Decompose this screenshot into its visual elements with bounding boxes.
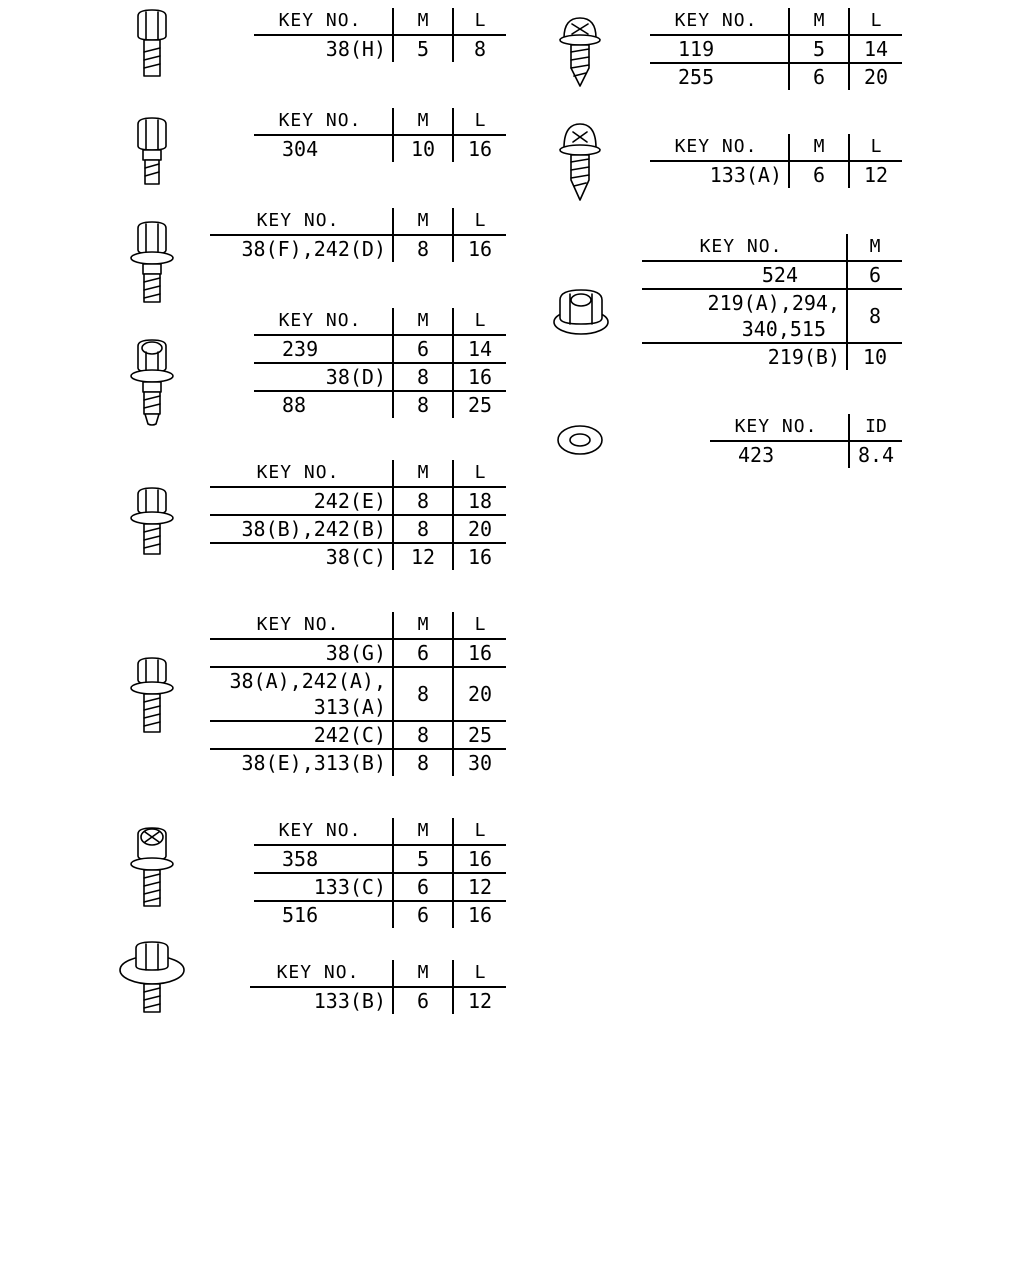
- m-cell: 8: [393, 363, 453, 391]
- col-key-no: KEY NO.: [210, 460, 393, 487]
- key-no-cell: 88: [282, 393, 307, 417]
- m-cell: 10: [847, 343, 902, 370]
- l-cell: 12: [453, 987, 506, 1014]
- col-l: L: [453, 8, 506, 35]
- flange-nut-icon: [552, 286, 610, 338]
- m-cell: 8: [393, 721, 453, 749]
- m-cell: 8: [847, 289, 902, 343]
- col-m: M: [393, 818, 453, 845]
- table-row: [642, 289, 902, 343]
- m-cell: 6: [393, 335, 453, 363]
- spec-table-11: [642, 234, 902, 370]
- table-row: [650, 35, 902, 63]
- key-no-line-1: 38(A),242(A),: [229, 669, 386, 693]
- table-row: [210, 235, 506, 262]
- spec-table-7: [254, 818, 506, 928]
- col-key-no: KEY NO.: [650, 8, 789, 35]
- spec-table-1: [254, 8, 506, 62]
- spec-table-4: [254, 308, 506, 418]
- table-row: [254, 35, 506, 62]
- m-cell: 6: [789, 161, 849, 188]
- id-cell: 8.4: [849, 441, 902, 468]
- spec-table-9: [650, 8, 902, 90]
- col-key-no: KEY NO.: [210, 208, 393, 235]
- table-row: [710, 441, 902, 468]
- m-cell: 8: [393, 667, 453, 721]
- key-no-cell: 524: [642, 261, 847, 289]
- key-no-cell: 255: [678, 65, 715, 89]
- table-row: [254, 845, 506, 873]
- key-no-cell: 423: [738, 443, 775, 467]
- l-cell: 25: [453, 721, 506, 749]
- spec-table-3: [210, 208, 506, 262]
- m-cell: 6: [393, 873, 453, 901]
- l-cell: 12: [453, 873, 506, 901]
- col-l: L: [453, 612, 506, 639]
- l-cell: 16: [453, 639, 506, 667]
- col-key-no: KEY NO.: [250, 960, 393, 987]
- table-row: [650, 63, 902, 90]
- col-m: M: [393, 108, 453, 135]
- table-row: [254, 135, 506, 162]
- key-no-cell: [642, 289, 847, 343]
- col-m: M: [393, 8, 453, 35]
- col-l: L: [453, 208, 506, 235]
- key-no-cell: 242(E): [210, 487, 393, 515]
- key-no-cell: 38(D): [254, 363, 393, 391]
- table-row: [210, 721, 506, 749]
- key-no-cell: 242(C): [210, 721, 393, 749]
- m-cell: 8: [393, 391, 453, 418]
- key-no-line-2: 313(A): [313, 695, 386, 719]
- col-key-no: KEY NO.: [254, 108, 393, 135]
- key-no-cell: 38(G): [210, 639, 393, 667]
- m-cell: 6: [393, 987, 453, 1014]
- l-cell: 18: [453, 487, 506, 515]
- table-row: [254, 335, 506, 363]
- m-cell: 5: [789, 35, 849, 63]
- col-key-no: KEY NO.: [650, 134, 789, 161]
- m-cell: 10: [393, 135, 453, 162]
- table-row: [250, 987, 506, 1014]
- col-m: M: [393, 460, 453, 487]
- col-key-no: KEY NO.: [254, 818, 393, 845]
- key-no-line-1: 219(A),294,: [707, 291, 840, 315]
- l-cell: 8: [453, 35, 506, 62]
- m-cell: 6: [393, 639, 453, 667]
- key-no-cell: 304: [282, 137, 319, 161]
- table-row: [210, 667, 506, 721]
- spec-table-10: [650, 134, 902, 188]
- l-cell: 20: [453, 515, 506, 543]
- key-no-cell: 219(B): [767, 345, 840, 369]
- flange-bolt-icon: [128, 220, 176, 306]
- l-cell: 14: [849, 35, 902, 63]
- m-cell: 8: [393, 235, 453, 262]
- table-row: [210, 487, 506, 515]
- col-key-no: KEY NO.: [642, 234, 847, 261]
- table-row: [642, 343, 902, 370]
- key-no-cell: [210, 667, 393, 721]
- col-key-no: KEY NO.: [210, 612, 393, 639]
- l-cell: 16: [453, 543, 506, 570]
- key-no-cell: 38(C): [325, 545, 386, 569]
- washer-bolt-icon: [118, 940, 186, 1016]
- col-m: M: [393, 960, 453, 987]
- spec-table-8: [250, 960, 506, 1014]
- m-cell: 5: [393, 845, 453, 873]
- key-no-cell: 119: [650, 35, 789, 63]
- l-cell: 25: [453, 391, 506, 418]
- col-key-no: KEY NO.: [254, 8, 393, 35]
- l-cell: 16: [453, 901, 506, 928]
- socket-flange-bolt-icon: [128, 338, 176, 428]
- key-no-cell: 38(B),242(B): [210, 515, 393, 543]
- l-cell: 12: [849, 161, 902, 188]
- table-row: [210, 749, 506, 776]
- table-row: [254, 901, 506, 928]
- spec-table-2: [254, 108, 506, 162]
- key-no-cell: 38(H): [325, 37, 386, 61]
- table-row: [210, 639, 506, 667]
- col-l: L: [453, 818, 506, 845]
- col-id: ID: [849, 414, 902, 441]
- cross-head-bolt-icon: [128, 826, 176, 910]
- table-row: [254, 391, 506, 418]
- table-row: [650, 161, 902, 188]
- m-cell: 6: [393, 901, 453, 928]
- flange-bolt-medium-icon: [128, 486, 176, 558]
- l-cell: 16: [453, 363, 506, 391]
- spec-table-6: [210, 612, 506, 776]
- l-cell: 14: [453, 335, 506, 363]
- l-cell: 16: [453, 235, 506, 262]
- washer-icon: [556, 422, 604, 458]
- key-no-cell: 516: [282, 903, 319, 927]
- key-no-cell: 239: [254, 335, 393, 363]
- col-key-no: KEY NO.: [710, 414, 849, 441]
- col-l: L: [453, 108, 506, 135]
- col-l: L: [453, 960, 506, 987]
- spec-table-12: [710, 414, 902, 468]
- m-cell: 8: [393, 749, 453, 776]
- flange-bolt-long-icon: [128, 656, 176, 736]
- m-cell: 12: [393, 543, 453, 570]
- m-cell: 6: [847, 261, 902, 289]
- col-l: L: [453, 308, 506, 335]
- table-row: [254, 873, 506, 901]
- col-m: M: [393, 208, 453, 235]
- tapping-screw-icon: [558, 16, 602, 88]
- key-no-cell: 358: [254, 845, 393, 873]
- table-row: [642, 261, 902, 289]
- col-m: M: [393, 612, 453, 639]
- col-m: M: [789, 134, 849, 161]
- l-cell: 20: [849, 63, 902, 90]
- m-cell: 8: [393, 515, 453, 543]
- col-m: M: [847, 234, 902, 261]
- pan-tapping-screw-icon: [558, 122, 602, 202]
- col-key-no: KEY NO.: [254, 308, 393, 335]
- l-cell: 16: [453, 845, 506, 873]
- hex-bolt-icon: [132, 8, 172, 80]
- col-l: L: [453, 460, 506, 487]
- spec-table-5: [210, 460, 506, 570]
- l-cell: 16: [453, 135, 506, 162]
- l-cell: 20: [453, 667, 506, 721]
- key-no-line-2: 340,515: [741, 317, 826, 341]
- table-row: [210, 543, 506, 570]
- key-no-cell: 133(B): [313, 989, 386, 1013]
- key-no-cell: 133(A): [709, 163, 782, 187]
- key-no-cell: 38(F),242(D): [241, 237, 386, 261]
- col-l: L: [849, 8, 902, 35]
- hex-bolt-shoulder-icon: [132, 116, 172, 188]
- m-cell: 5: [393, 35, 453, 62]
- m-cell: 8: [393, 487, 453, 515]
- table-row: [210, 515, 506, 543]
- key-no-cell: 133(C): [254, 873, 393, 901]
- table-row: [254, 363, 506, 391]
- col-l: L: [849, 134, 902, 161]
- m-cell: 6: [789, 63, 849, 90]
- col-m: M: [789, 8, 849, 35]
- col-m: M: [393, 308, 453, 335]
- l-cell: 30: [453, 749, 506, 776]
- key-no-cell: 38(E),313(B): [241, 751, 386, 775]
